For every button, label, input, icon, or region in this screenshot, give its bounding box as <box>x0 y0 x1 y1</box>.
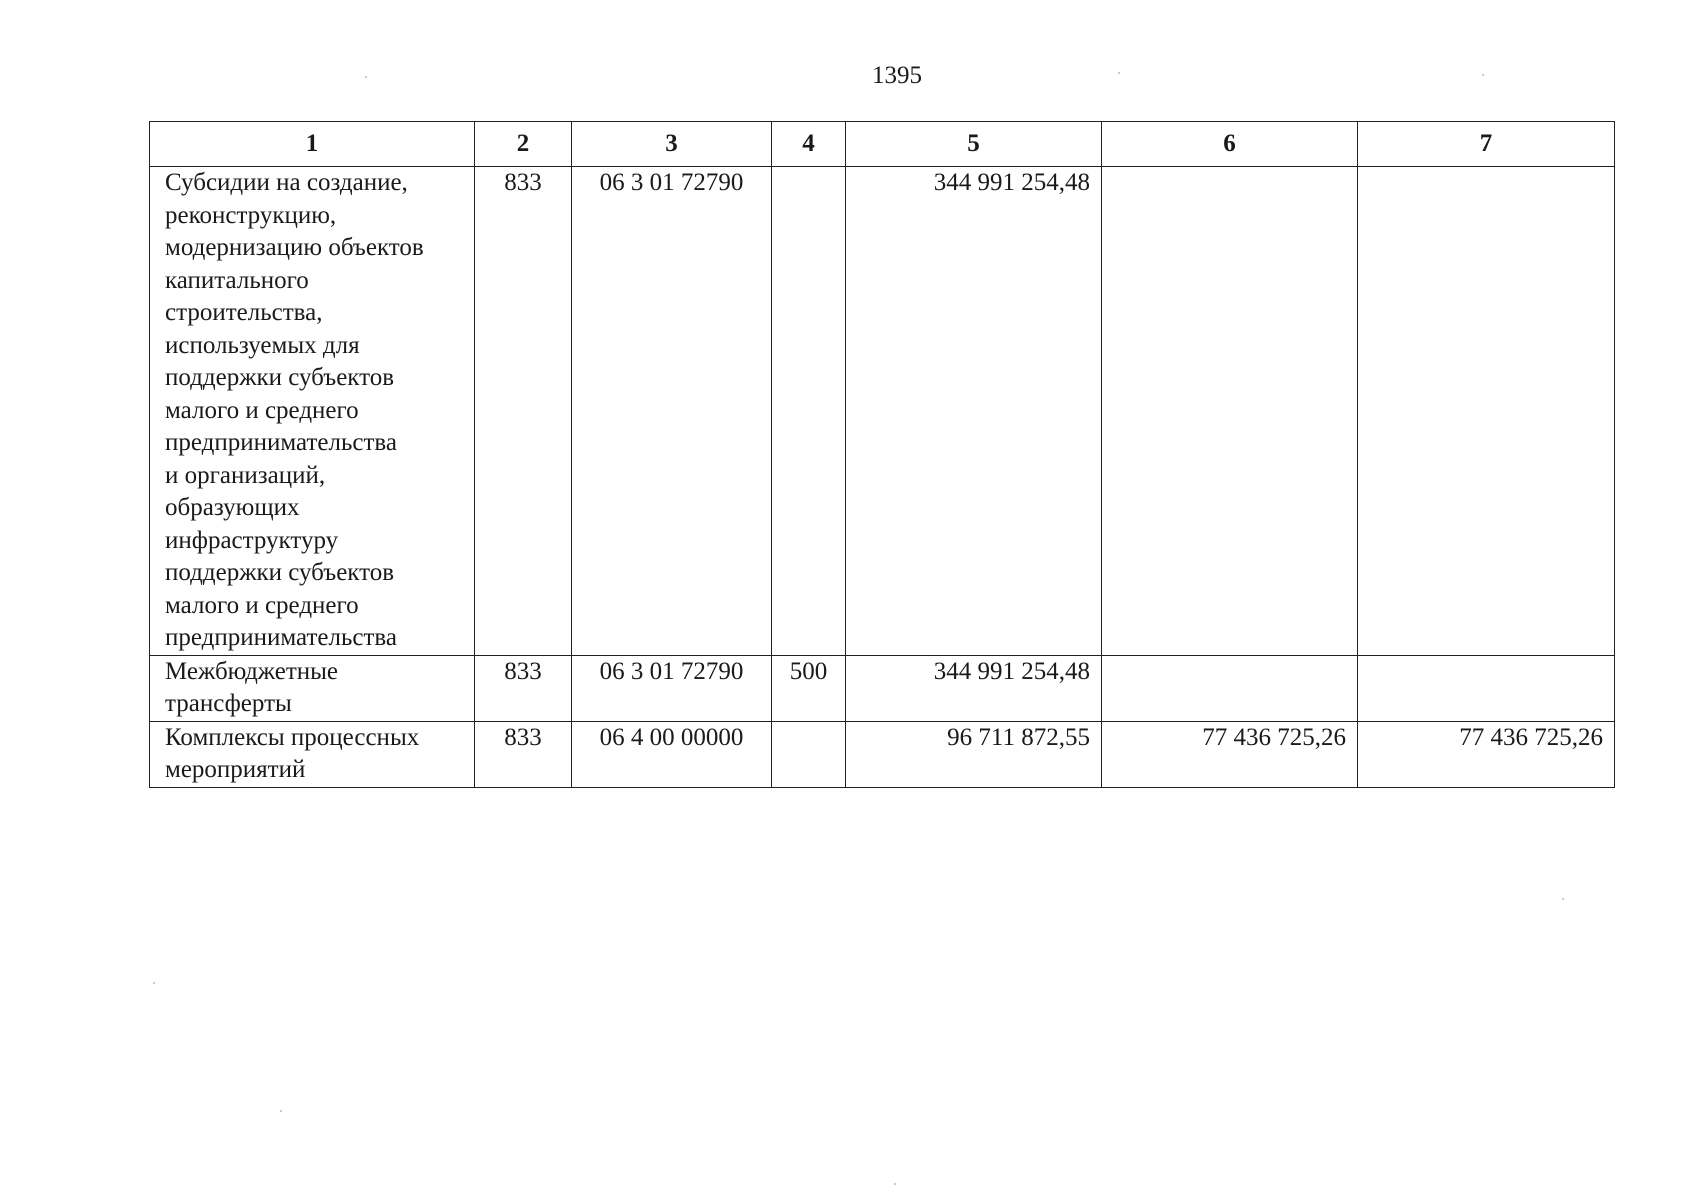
scan-speck <box>1482 74 1484 76</box>
column-header-6: 6 <box>1102 122 1358 167</box>
scan-speck <box>365 76 367 78</box>
expense-type-cell: 500 <box>772 655 846 721</box>
column-header-4: 4 <box>772 122 846 167</box>
name-line: Субсидии на создание, <box>165 169 408 196</box>
target-article-cell: 06 4 00 00000 <box>572 721 772 787</box>
table-row <box>150 655 1615 721</box>
name-line: капитального <box>165 266 309 294</box>
column-header-7: 7 <box>1358 122 1615 167</box>
column-header-5: 5 <box>846 122 1102 167</box>
scan-speck <box>1562 898 1564 900</box>
name-line: и организаций, <box>165 461 326 489</box>
table-header-row <box>150 122 1615 167</box>
name-line: образующих <box>165 494 300 521</box>
expense-type-cell <box>772 721 846 787</box>
name-line: строительства, <box>165 299 323 326</box>
amount-cell-col6 <box>1102 655 1358 721</box>
amount-cell-col7 <box>1358 655 1615 721</box>
amount-cell-col7 <box>1358 167 1615 656</box>
amount-cell-col6 <box>1102 167 1358 656</box>
scan-speck <box>153 982 155 984</box>
amount-cell-col5: 344 991 254,48 <box>846 167 1102 656</box>
name-line: реконструкцию, <box>165 201 337 229</box>
row-name-cell <box>150 655 475 721</box>
name-line: Межбюджетные <box>165 657 339 685</box>
name-line: поддержки субъектов <box>165 364 395 391</box>
column-header-2: 2 <box>475 122 572 167</box>
name-line: мероприятий <box>165 756 306 783</box>
target-article-cell: 06 3 01 72790 <box>572 655 772 721</box>
budget-table <box>149 121 1615 788</box>
scan-speck <box>1118 72 1120 74</box>
row-name-cell <box>150 721 475 787</box>
name-line: модернизацию объектов <box>165 234 424 261</box>
name-line: инфраструктуру <box>165 526 339 554</box>
target-article-cell: 06 3 01 72790 <box>572 167 772 656</box>
scan-speck <box>894 1183 896 1185</box>
column-header-1: 1 <box>150 122 475 167</box>
name-line: поддержки субъектов <box>165 559 395 586</box>
name-line: малого и среднего <box>165 591 359 619</box>
amount-cell-col5: 344 991 254,48 <box>846 655 1102 721</box>
expense-type-cell <box>772 167 846 656</box>
name-line: трансферты <box>165 690 292 717</box>
page-number: 1395 <box>872 62 922 89</box>
name-line: предпринимательства <box>165 429 397 456</box>
table-row <box>150 721 1615 787</box>
admin-code-cell: 833 <box>475 167 572 656</box>
admin-code-cell: 833 <box>475 655 572 721</box>
name-line: Комплексы процессных <box>165 723 420 751</box>
amount-cell-col6: 77 436 725,26 <box>1102 721 1358 787</box>
column-header-3: 3 <box>572 122 772 167</box>
table-row <box>150 167 1615 656</box>
name-line: используемых для <box>165 331 360 359</box>
row-name-cell <box>150 167 475 656</box>
amount-cell-col5: 96 711 872,55 <box>846 721 1102 787</box>
amount-cell-col7: 77 436 725,26 <box>1358 721 1615 787</box>
scan-speck <box>280 1110 282 1112</box>
admin-code-cell: 833 <box>475 721 572 787</box>
name-line: малого и среднего <box>165 396 359 424</box>
name-line: предпринимательства <box>165 624 397 651</box>
